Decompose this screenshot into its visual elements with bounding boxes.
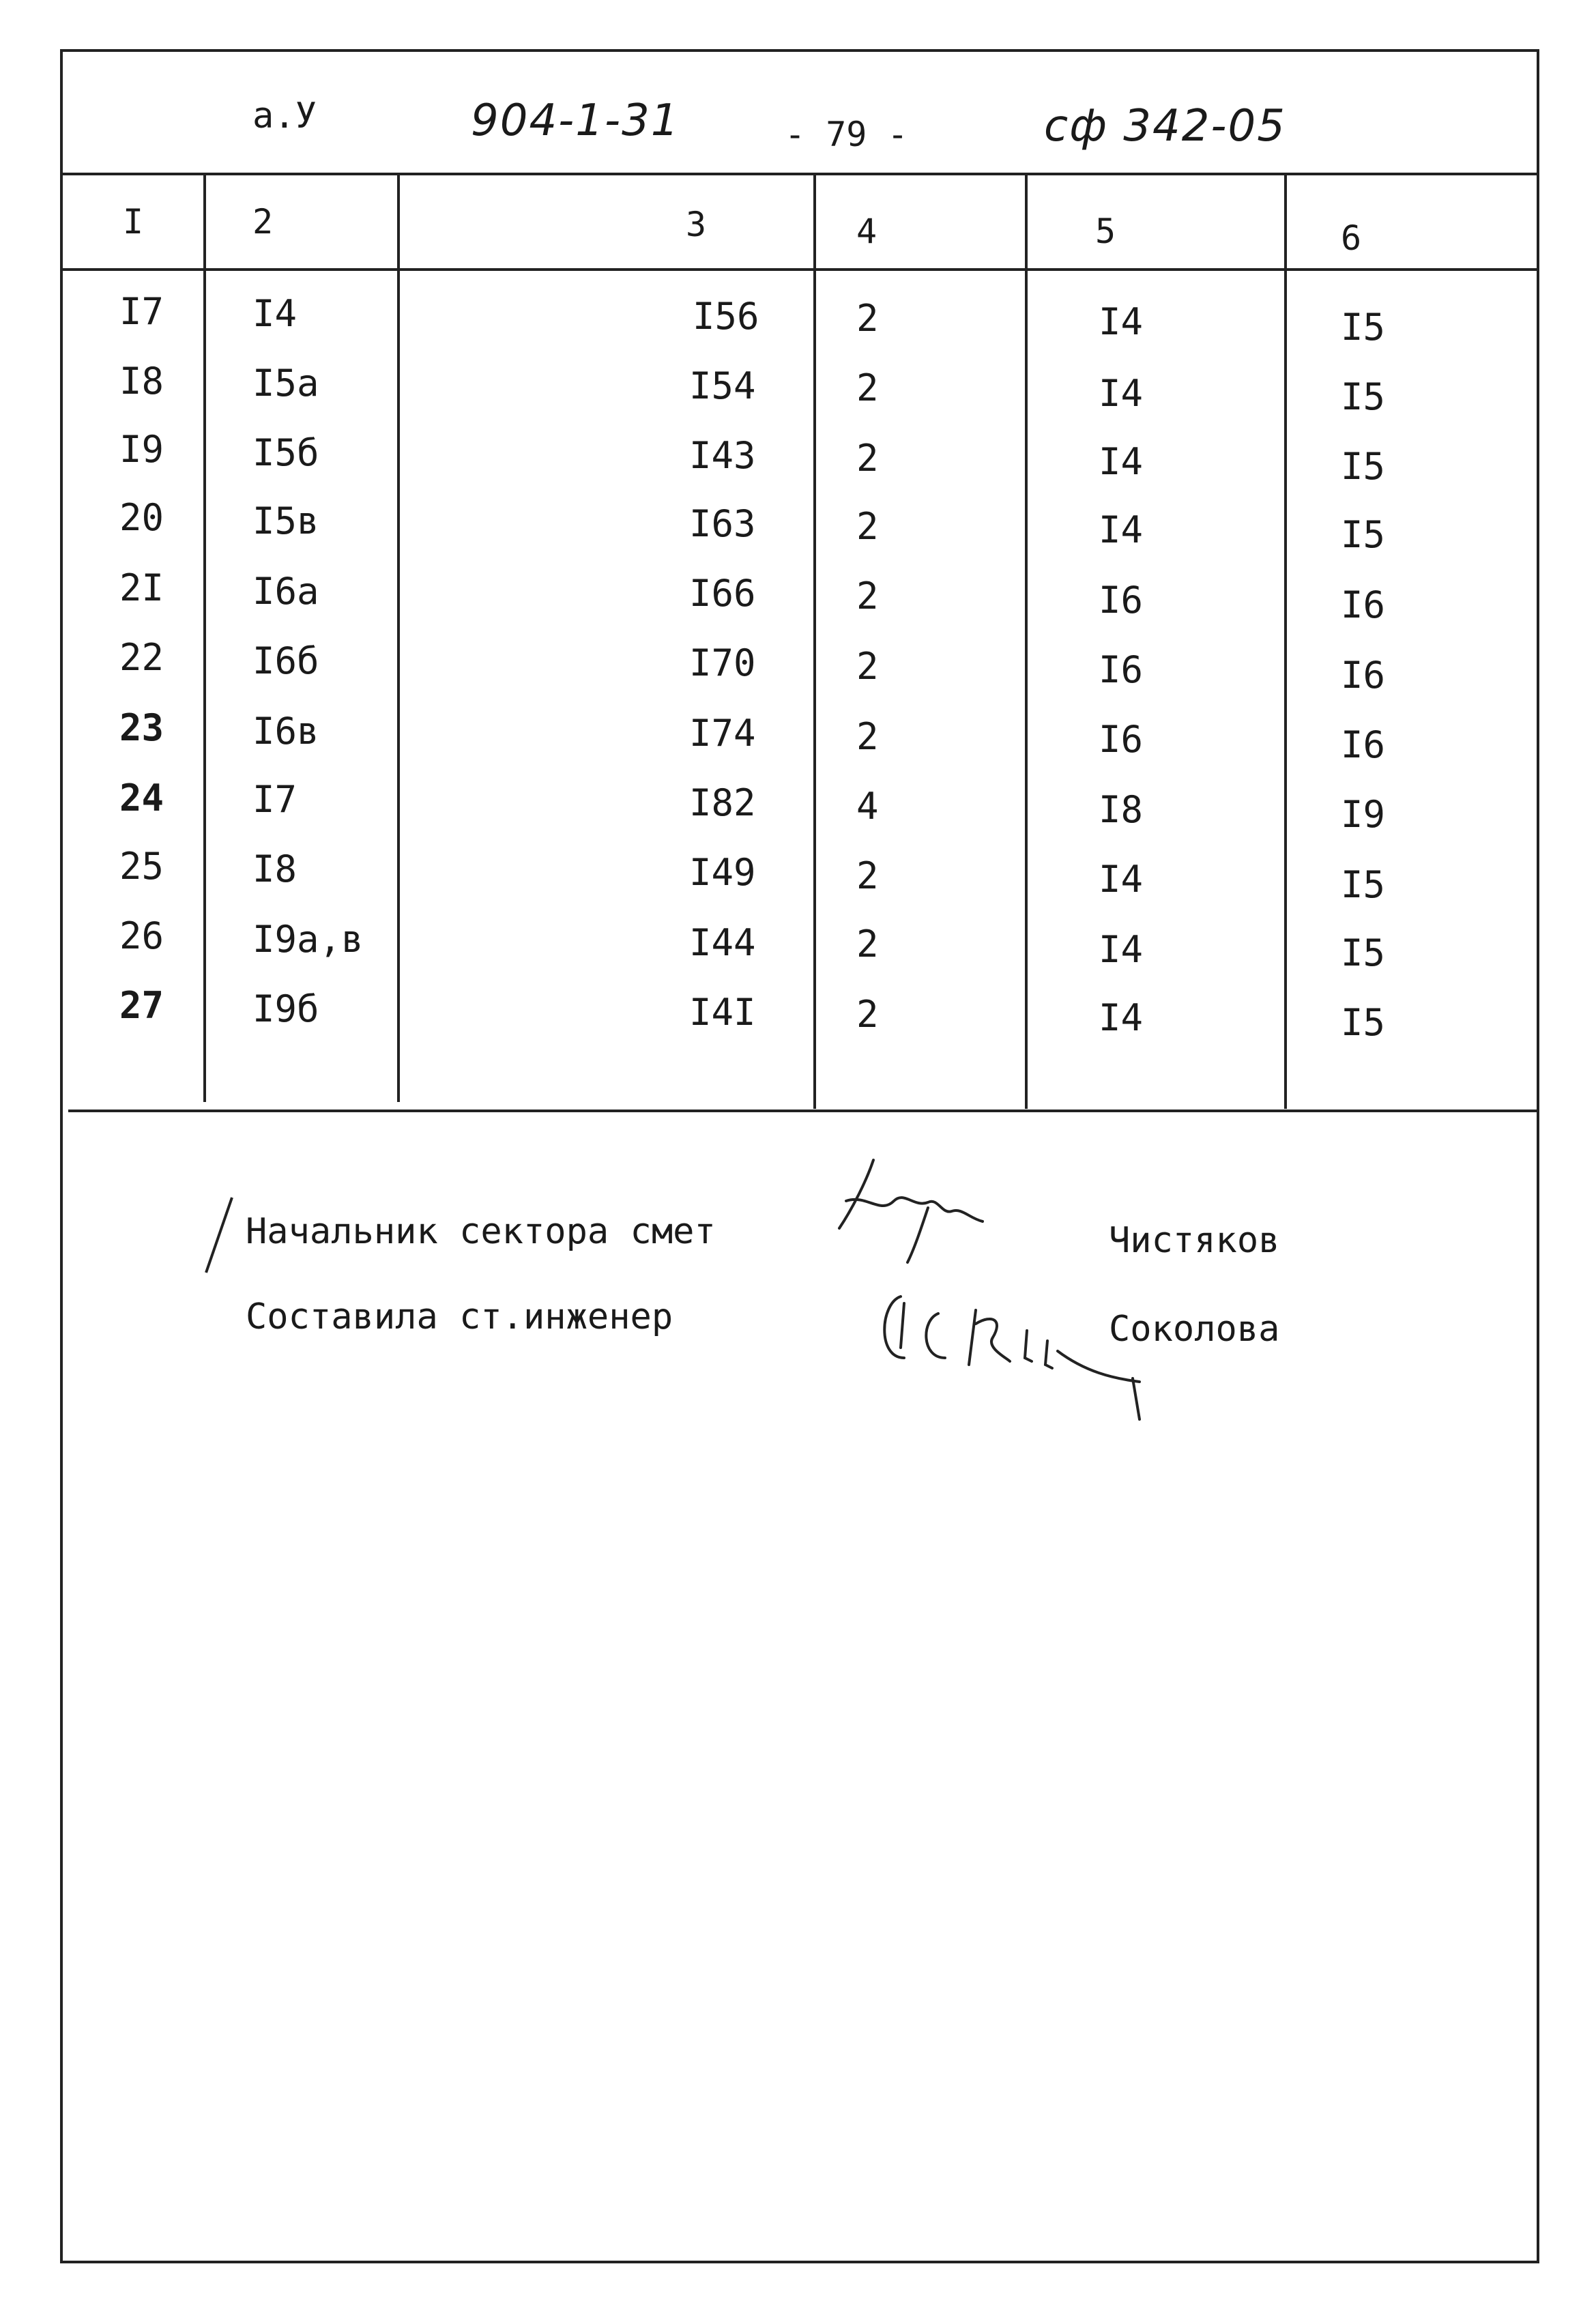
table-cell: 2 [856, 366, 879, 409]
table-cell: I5в [252, 499, 319, 542]
table-cell: 2 [856, 297, 879, 340]
signer-role: Составила ст.инженер [246, 1296, 673, 1337]
table-cell: I70 [689, 641, 756, 684]
table-cell: I9 [1341, 793, 1386, 836]
table-cell: I49 [689, 851, 756, 894]
col-divider-4 [1025, 174, 1028, 1109]
table-cell: 2 [856, 993, 879, 1036]
col-divider-5 [1284, 174, 1287, 1109]
table-cell: 20 [119, 496, 164, 539]
table-cell: I9 [119, 428, 164, 471]
signer-name: Чистяков [1109, 1220, 1280, 1261]
table-cell: I7 [252, 778, 298, 821]
table-cell: I6 [1099, 579, 1144, 622]
table-cell: I5а [252, 362, 319, 405]
table-cell: I4 [1099, 858, 1144, 901]
table-cell: I6б [252, 639, 319, 682]
column-header: 3 [686, 205, 707, 244]
table-cell: I5б [252, 431, 319, 474]
code-left: а.У [252, 96, 317, 136]
table-cell: 2 [856, 854, 879, 897]
table-cell: I6в [252, 710, 319, 753]
column-header: 4 [856, 212, 877, 251]
table-cell: I4 [1099, 996, 1144, 1039]
signer-role: Начальник сектора смет [246, 1211, 716, 1252]
table-cell: I82 [689, 781, 756, 824]
table-cell: I8 [1099, 788, 1144, 831]
code-right: сф 342-05 [1044, 101, 1286, 151]
table-cell: 4 [856, 785, 879, 828]
col-divider-2 [397, 174, 400, 1102]
table-cell: I5 [1341, 863, 1386, 906]
table-cell: I5 [1341, 375, 1386, 418]
table-cell: 2 [856, 437, 879, 480]
table-cell: 2 [856, 715, 879, 758]
table-cell: I6а [252, 570, 319, 613]
table-cell: I5 [1341, 306, 1386, 349]
table-header-rule [60, 268, 1539, 271]
column-header: 5 [1095, 212, 1116, 251]
table-cell: 2 [856, 645, 879, 688]
table-cell: I6 [1099, 718, 1144, 761]
table-cell: I4 [1099, 440, 1144, 483]
table-cell: I63 [689, 502, 756, 545]
column-header: 2 [252, 202, 274, 242]
table-cell: I5 [1341, 1001, 1386, 1044]
table-cell: 27 [119, 984, 164, 1027]
table-cell: I4 [1099, 372, 1144, 415]
table-cell: I4I [689, 991, 756, 1034]
table-cell: 22 [119, 636, 164, 679]
table-cell: I8 [119, 360, 164, 403]
table-cell: I4 [1099, 508, 1144, 551]
col-divider-1 [203, 174, 206, 1102]
slash-mark [198, 1194, 246, 1283]
table-cell: I6 [1341, 583, 1386, 626]
table-bottom-rule [68, 1110, 1539, 1112]
table-cell: I66 [689, 572, 756, 615]
table-cell: I6 [1341, 654, 1386, 697]
table-cell: I54 [689, 364, 756, 407]
signer-name: Соколова [1109, 1309, 1280, 1350]
table-cell: 2I [119, 566, 164, 609]
handwritten-signature [873, 1283, 1146, 1440]
table-cell: I6 [1099, 648, 1144, 691]
table-cell: I43 [689, 434, 756, 477]
column-header: 6 [1341, 218, 1362, 258]
table-cell: 25 [119, 845, 164, 888]
column-header: I [123, 202, 144, 242]
handwritten-signature [826, 1153, 1003, 1269]
table-cell: I56 [693, 295, 759, 338]
table-cell: I4 [1099, 300, 1144, 343]
col-divider-3 [813, 174, 816, 1109]
table-cell: I9а,в [252, 918, 364, 961]
table-cell: I9б [252, 987, 319, 1030]
table-cell: I8 [252, 847, 298, 890]
table-cell: I4 [1099, 928, 1144, 971]
table-cell: I7 [119, 290, 164, 333]
table-cell: 2 [856, 505, 879, 548]
table-cell: I74 [689, 712, 756, 755]
table-cell: I5 [1341, 931, 1386, 974]
page-number: - 79 - [785, 115, 908, 154]
table-cell: 2 [856, 575, 879, 618]
table-cell: 2 [856, 923, 879, 966]
table-cell: I44 [689, 921, 756, 964]
table-cell: I6 [1341, 723, 1386, 766]
table-cell: I4 [252, 292, 298, 335]
table-cell: 23 [119, 706, 164, 749]
table-cell: 26 [119, 914, 164, 957]
table-top-rule [60, 173, 1539, 175]
project-number: 904-1-31 [471, 96, 680, 146]
table-cell: 24 [119, 777, 164, 820]
table-cell: I5 [1341, 445, 1386, 488]
table-cell: I5 [1341, 513, 1386, 556]
